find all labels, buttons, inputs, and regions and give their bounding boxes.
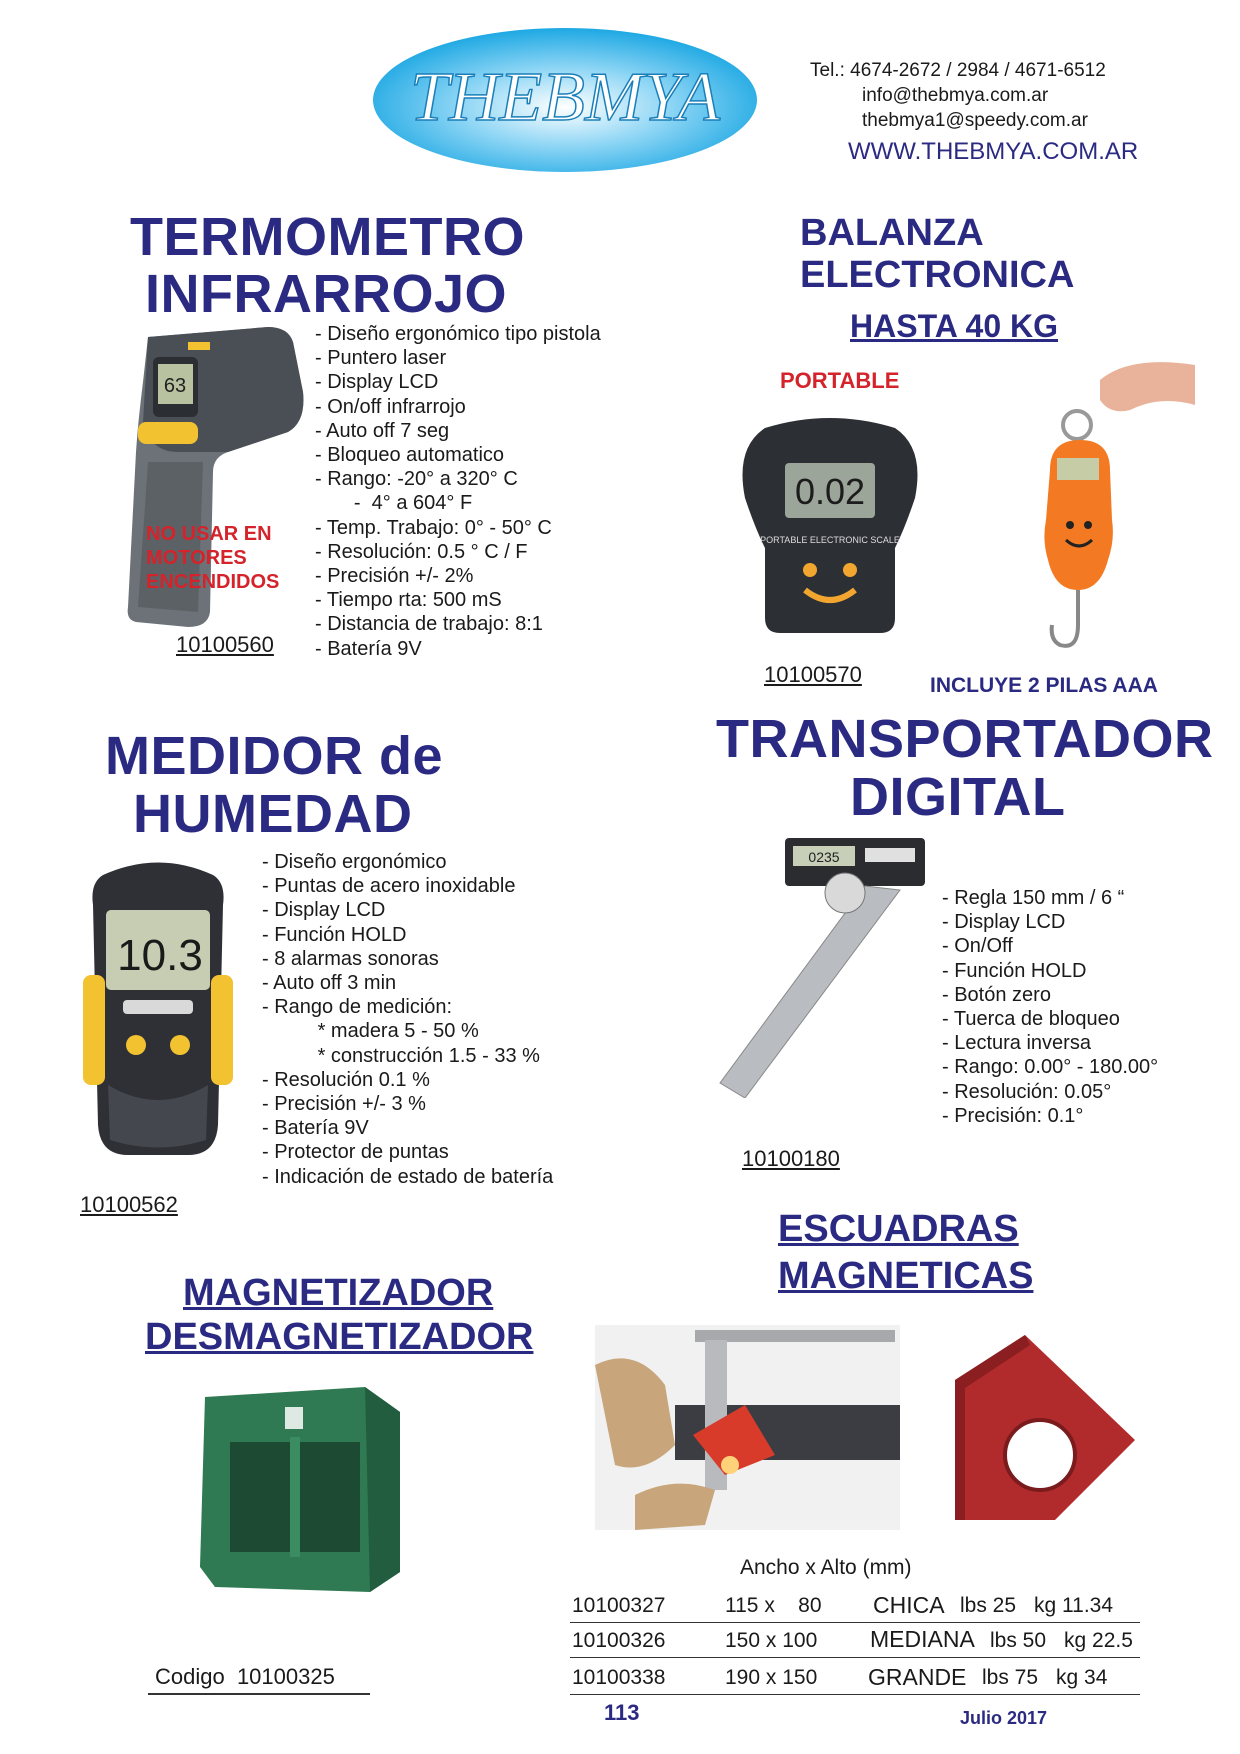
table-row: [570, 1623, 1140, 1658]
spec-line: - Indicación de estado de batería: [262, 1165, 554, 1188]
table-header: Ancho x Alto (mm): [740, 1556, 912, 1579]
scale-label: PORTABLE ELECTRONIC SCALE: [760, 535, 900, 545]
balanza-note: INCLUYE 2 PILAS AAA: [930, 674, 1158, 697]
spec-line: - Batería 9V: [262, 1117, 369, 1140]
website-link[interactable]: WWW.THEBMYA.COM.AR: [848, 138, 1139, 165]
termometro-title-1: TERMOMETRO: [130, 207, 525, 267]
row-size: 150 x 100: [725, 1629, 818, 1652]
spec-line: - Auto off 3 min: [262, 972, 397, 995]
spec-line: - Distancia de trabajo: 8:1: [315, 613, 543, 636]
escuadras-table: [570, 1590, 1140, 1695]
spec-line: * construcción 1.5 - 33 %: [262, 1044, 540, 1067]
spec-line: - Batería 9V: [315, 637, 422, 660]
scale-display: 0.02: [794, 471, 866, 512]
spec-line: - Función HOLD: [942, 959, 1087, 982]
warning-line-2: MOTORES: [146, 547, 247, 569]
row-name: MEDIANA: [870, 1626, 975, 1652]
spec-line: - On/off infrarrojo: [315, 395, 466, 418]
magnetizador-title-1: MAGNETIZADOR: [183, 1272, 494, 1314]
row-kg: kg 34: [1056, 1666, 1108, 1689]
spec-line: - Diseño ergonómico tipo pistola: [315, 323, 601, 345]
spec-line: * madera 5 - 50 %: [262, 1020, 479, 1043]
contact-block: [810, 58, 1106, 133]
transportador-title-2: DIGITAL: [850, 767, 1066, 827]
code-underline: [148, 1693, 370, 1695]
magnetic-square-image: [945, 1330, 1145, 1525]
balanza-subtitle: HASTA 40 KG: [850, 308, 1059, 344]
spec-line: - Rango: 0.00° - 180.00°: [942, 1056, 1159, 1079]
row-lbs: lbs 50: [990, 1629, 1047, 1652]
warning-line-3: ENCENDIDOS: [146, 571, 280, 593]
spec-line: - Resolución: 0.05°: [942, 1080, 1112, 1103]
transportador-specs: [942, 886, 1158, 1128]
portable-label: PORTABLE: [780, 368, 900, 393]
magnetizer-image: [195, 1382, 410, 1597]
row-kg: kg 22.5: [1064, 1629, 1133, 1652]
spec-line: - Rango: -20° a 320° C: [315, 468, 518, 491]
spec-line: - Precisión +/- 3 %: [262, 1093, 426, 1116]
termometro-code: 10100560: [176, 632, 274, 657]
spec-line: - Precisión +/- 2%: [315, 565, 474, 588]
escuadras-title-1: ESCUADRAS: [778, 1208, 1019, 1250]
spec-line: - Temp. Trabajo: 0° - 50° C: [315, 516, 552, 539]
row-name: CHICA: [873, 1592, 945, 1618]
hanging-scale-image: [1030, 360, 1200, 665]
spec-line: - Tuerca de bloqueo: [942, 1008, 1120, 1031]
spec-line: - Función HOLD: [262, 923, 407, 946]
spec-line: - On/Off: [942, 935, 1013, 958]
balanza-code: 10100570: [764, 662, 862, 687]
spec-line: - Bloqueo automatico: [315, 444, 505, 467]
spec-line: - 8 alarmas sonoras: [262, 947, 439, 970]
spec-line: - Precisión: 0.1°: [942, 1104, 1084, 1127]
spec-line: - Auto off 7 seg: [315, 419, 450, 442]
moisture-display: 10.3: [117, 931, 203, 980]
spec-line: - Display LCD: [315, 371, 439, 394]
spec-line: - Diseño ergonómico: [262, 851, 447, 873]
row-name: GRANDE: [868, 1664, 967, 1690]
row-lbs: lbs 25: [960, 1594, 1017, 1617]
email-1[interactable]: info@thebmya.com.ar: [862, 85, 1049, 106]
row-code: 10100327: [572, 1594, 666, 1617]
row-code: 10100326: [572, 1629, 666, 1652]
spec-line: - 4° a 604° F: [315, 492, 473, 515]
escuadras-title-2: MAGNETICAS: [778, 1255, 1034, 1297]
spec-line: - Resolución: 0.5 ° C / F: [315, 540, 528, 563]
warning-line-1: NO USAR EN: [146, 523, 272, 545]
spec-line: - Display LCD: [262, 899, 386, 922]
spec-line: - Puntas de acero inoxidable: [262, 875, 516, 898]
welding-image: [595, 1325, 900, 1530]
row-code: 10100338: [572, 1666, 666, 1689]
protractor-display: 0235: [808, 849, 840, 865]
row-lbs: lbs 75: [982, 1666, 1039, 1689]
table-row: [570, 1658, 1140, 1695]
spec-line: - Puntero laser: [315, 347, 447, 370]
logo: [370, 25, 760, 175]
logo-text: THEBMYA: [409, 59, 721, 136]
medidor-title-1: MEDIDOR de: [105, 726, 444, 786]
spec-line: - Protector de puntas: [262, 1141, 449, 1164]
medidor-title-2: HUMEDAD: [133, 784, 413, 844]
phone-text: Tel.: 4674-2672 / 2984 / 4671-6512: [810, 60, 1106, 81]
transportador-title-1: TRANSPORTADOR: [716, 709, 1214, 769]
spec-line: - Resolución 0.1 %: [262, 1068, 430, 1091]
protractor-image: [715, 838, 935, 1098]
moisture-meter-image: [78, 855, 238, 1165]
medidor-code: 10100562: [80, 1192, 178, 1217]
spec-line: - Tiempo rta: 500 mS: [315, 589, 502, 612]
transportador-code: 10100180: [742, 1146, 840, 1171]
thermometer-display: 63: [163, 375, 187, 397]
magnetizador-title-2: DESMAGNETIZADOR: [145, 1316, 534, 1358]
spec-line: - Display LCD: [942, 911, 1066, 934]
spec-line: - Lectura inversa: [942, 1032, 1091, 1055]
page-number: 113: [604, 1700, 640, 1725]
row-size: 115 x 80: [725, 1594, 822, 1617]
spec-line: - Rango de medición:: [262, 996, 453, 1019]
spec-line: - Regla 150 mm / 6 “: [942, 887, 1125, 909]
table-row: [570, 1590, 1140, 1623]
termometro-specs: [315, 322, 601, 661]
warning-text: [146, 522, 279, 594]
balanza-title-1: BALANZA: [800, 212, 984, 254]
magnetizador-code: Codigo 10100325: [155, 1664, 335, 1689]
medidor-specs: [262, 850, 553, 1189]
row-size: 190 x 150: [725, 1666, 818, 1689]
scale-image: [735, 418, 925, 638]
footer-date: Julio 2017: [960, 1708, 1048, 1728]
termometro-title-2: INFRARROJO: [145, 264, 508, 324]
balanza-title-2: ELECTRONICA: [800, 254, 1075, 296]
row-kg: kg 11.34: [1034, 1594, 1114, 1617]
email-2[interactable]: thebmya1@speedy.com.ar: [862, 110, 1088, 131]
spec-line: - Botón zero: [942, 983, 1051, 1006]
